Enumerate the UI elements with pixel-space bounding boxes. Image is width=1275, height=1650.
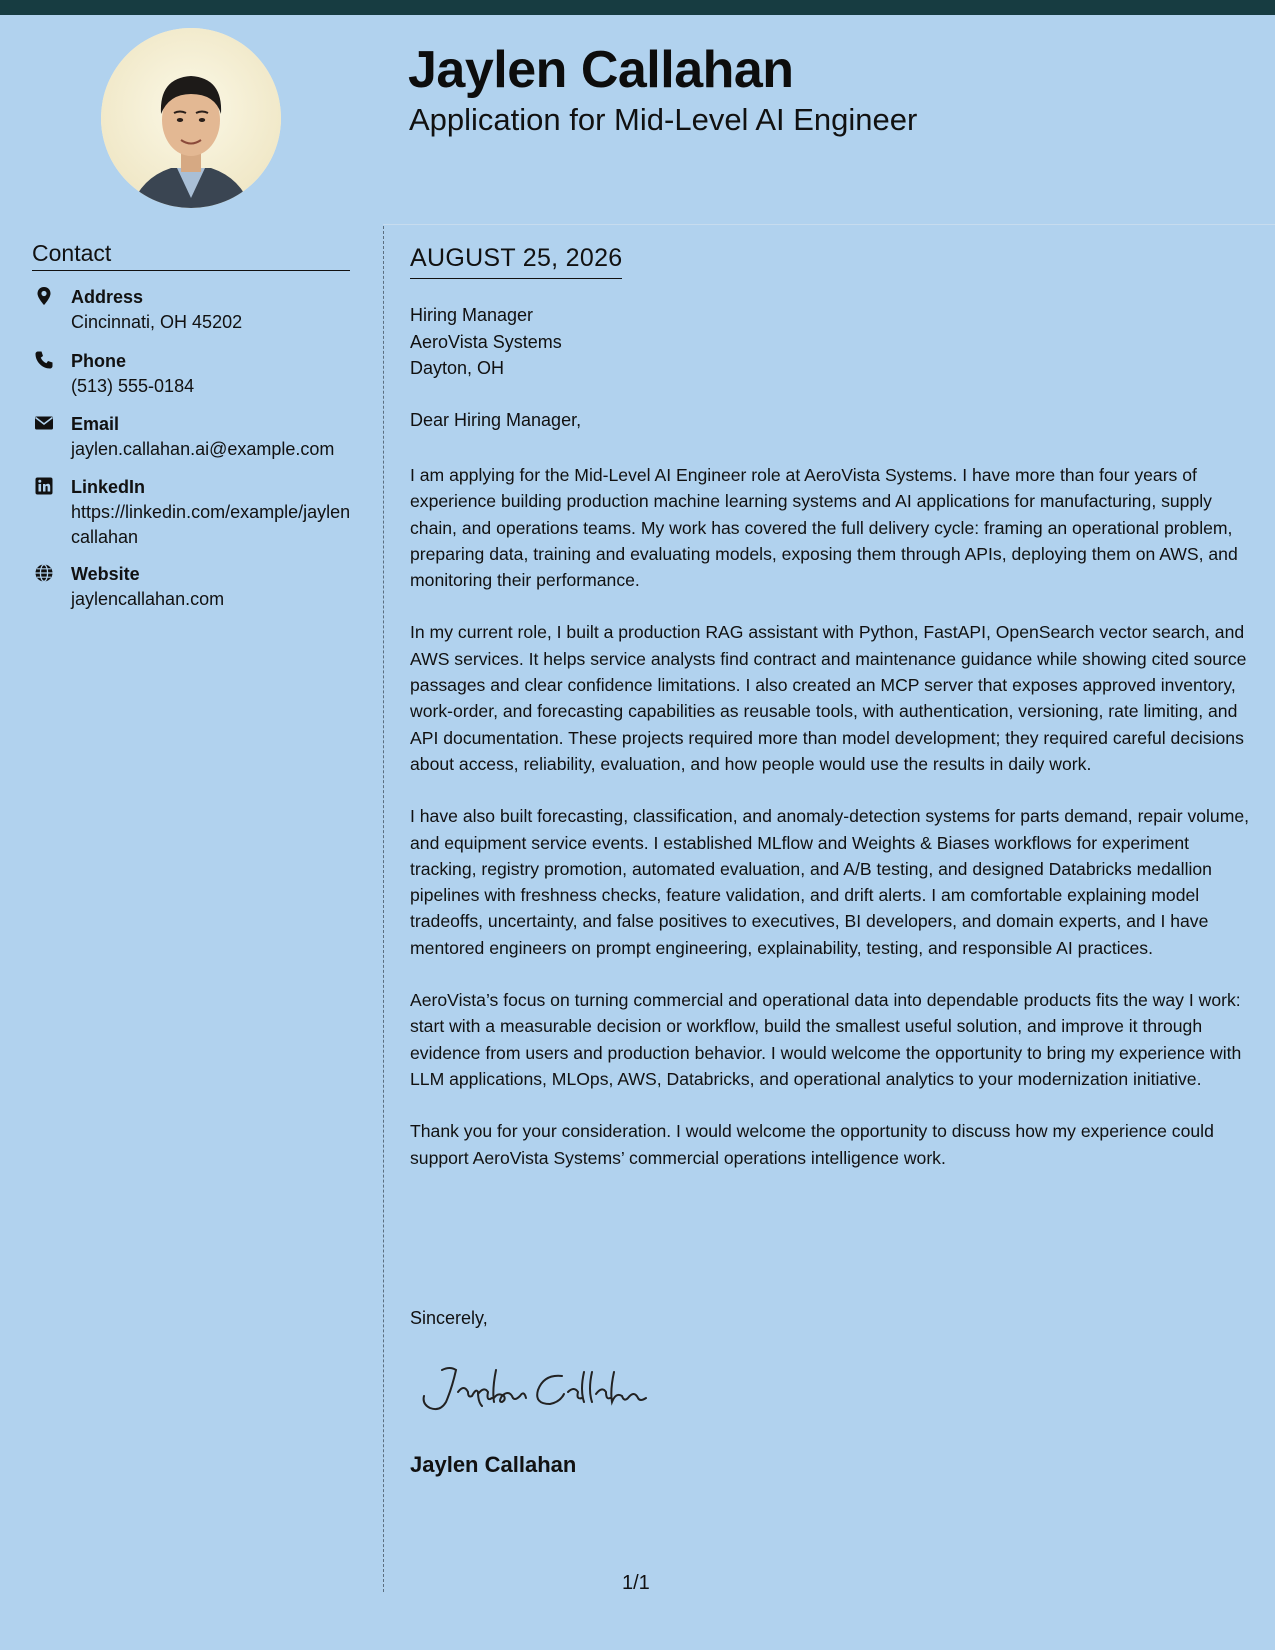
contact-label: LinkedIn bbox=[71, 477, 146, 497]
envelope-icon bbox=[34, 413, 54, 433]
applicant-name: Jaylen Callahan bbox=[408, 41, 794, 99]
body-paragraph: AeroVista’s focus on turning commercial and operational data into dependable products fits the way I work: start with a measurable decision or workflow, build the smallest useful solution, and improve it through evidence from users and production behavior. I would welcome the opportunity to bring my experience with LLM applications, MLOps, AWS, Databricks, and operational analytics to your modernization initiative. bbox=[410, 990, 1242, 1089]
contact-label: Website bbox=[71, 564, 140, 584]
header-divider bbox=[383, 224, 1275, 225]
contact-value: (513) 555-0184 bbox=[71, 376, 195, 396]
contact-label: Address bbox=[71, 287, 144, 307]
application-subtitle: Application for Mid-Level AI Engineer bbox=[409, 102, 918, 137]
recipient-line: Dayton, OH bbox=[410, 358, 505, 378]
contact-label: Phone bbox=[71, 351, 127, 371]
contact-value: jaylen.callahan.ai@example.com bbox=[71, 439, 335, 459]
contact-address bbox=[32, 285, 352, 335]
contact-value[interactable]: jaylencallahan.com bbox=[71, 589, 225, 609]
letter-body bbox=[410, 462, 1250, 1197]
phone-icon bbox=[34, 350, 54, 370]
handwritten-signature bbox=[412, 1362, 672, 1418]
greeting: Dear Hiring Manager, bbox=[410, 410, 582, 430]
signer-name: Jaylen Callahan bbox=[410, 1452, 577, 1477]
column-divider bbox=[383, 226, 384, 1592]
body-paragraph: I am applying for the Mid-Level AI Engineer role at AeroVista Systems. I have more than four years of experience building production machine learning systems and AI applications for manufacturing, supply chain, and operations teams. My work has covered the full delivery cycle: framing an operational problem, preparing data, training and evaluating models, exposing them through APIs, deploying them on AWS, and monitoring their performance. bbox=[410, 465, 1238, 591]
recipient-line: Hiring Manager bbox=[410, 305, 534, 325]
globe-icon bbox=[34, 563, 54, 583]
contact-label: Email bbox=[71, 414, 120, 434]
body-paragraph: Thank you for your consideration. I would welcome the opportunity to discuss how my experience could support AeroVista Systems’ commercial operations intelligence work. bbox=[410, 1121, 1214, 1168]
contact-linkedin bbox=[32, 475, 352, 550]
recipient-block bbox=[410, 302, 562, 382]
contact-phone bbox=[32, 349, 352, 399]
letter-date: AUGUST 25, 2026 bbox=[410, 244, 622, 279]
body-paragraph: In my current role, I built a production RAG assistant with Python, FastAPI, OpenSearch vector search, and AWS services. It helps service analysts find contract and maintenance guidance while showing cited source passages and clear confidence limitations. I also created an MCP server that exposes approved inventory, work-order, and forecasting capabilities as reusable tools, with authentication, versioning, rate limiting, and API documentation. These projects required more than model development; they required careful decisions about access, reliability, evaluation, and how people would use the results in daily work. bbox=[410, 622, 1247, 774]
contact-heading: Contact bbox=[32, 240, 350, 271]
closing: Sincerely, bbox=[410, 1308, 488, 1328]
top-bar bbox=[0, 0, 1275, 15]
contact-website bbox=[32, 562, 352, 612]
location-pin-icon bbox=[34, 286, 54, 306]
recipient-line: AeroVista Systems bbox=[410, 331, 562, 352]
linkedin-icon bbox=[34, 476, 54, 496]
avatar bbox=[101, 28, 281, 208]
contact-value[interactable]: https://linkedin.com/example/jaylencallahan bbox=[71, 502, 351, 547]
body-paragraph: I have also built forecasting, classification, and anomaly-detection systems for parts demand, repair volume, and equipment service events. I established MLflow and Weights & Biases workflows for experiment tracking, registry promotion, automated evaluation, and A/B testing, and designed Databricks medallion pipelines with freshness checks, feature validation, and drift alerts. I am comfortable explaining model tradeoffs, uncertainty, and false positives to executives, BI developers, and domain experts, and I have mentored engineers on prompt engineering, explainability, testing, and responsible AI practices. bbox=[410, 806, 1250, 958]
contact-email bbox=[32, 412, 352, 462]
page-number: 1/1 bbox=[622, 1572, 650, 1594]
contact-value: Cincinnati, OH 45202 bbox=[71, 312, 243, 332]
